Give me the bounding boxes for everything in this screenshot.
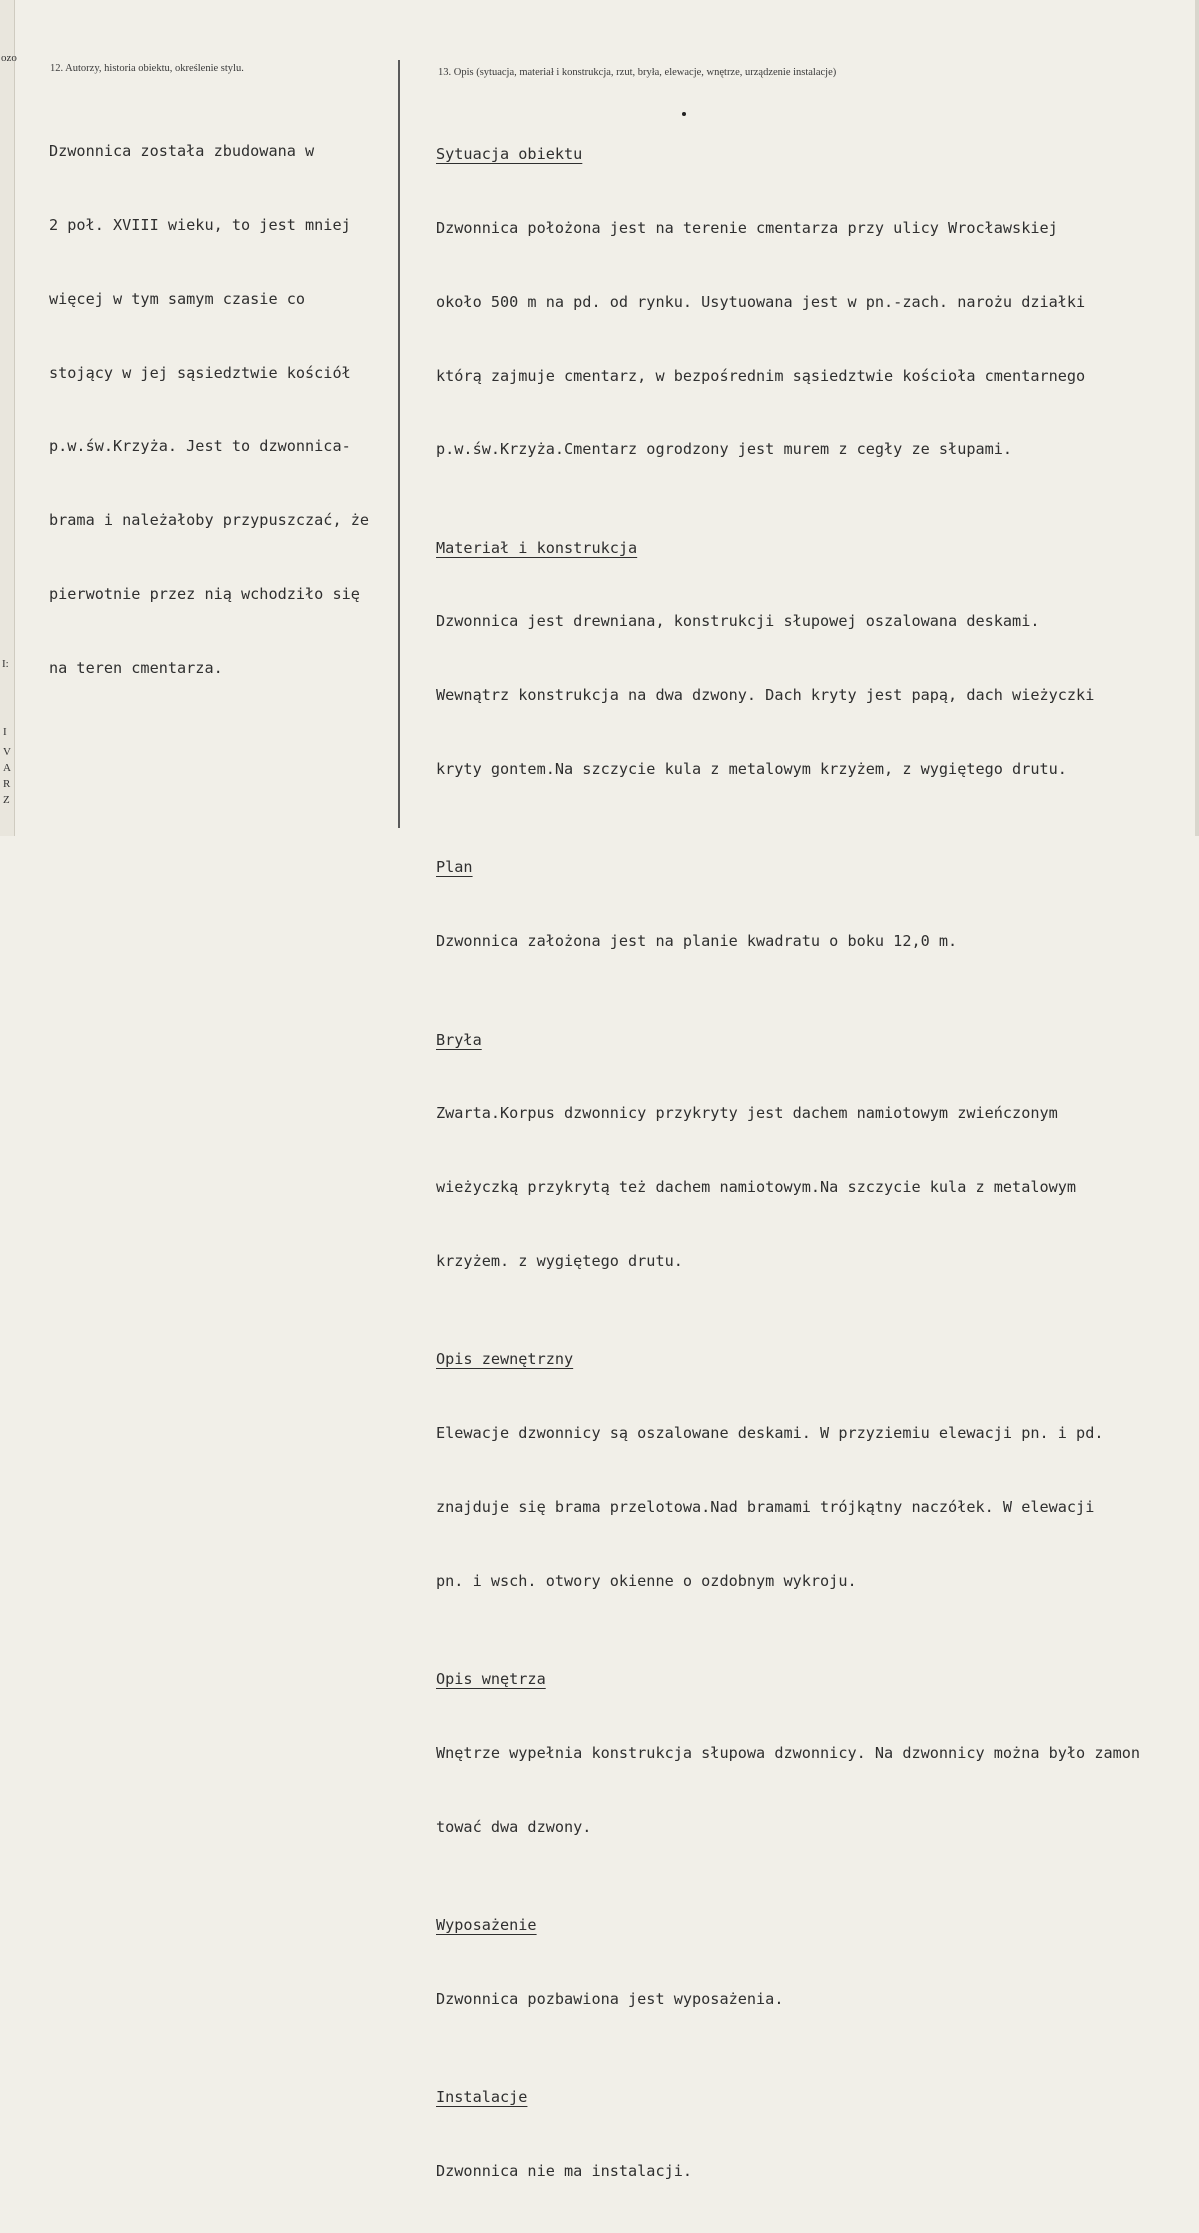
left-column-heading: 12. Autorzy, historia obiektu, określenie stylu. [50,63,244,74]
text-line: Dzwonnica nie ma instalacji. [436,2161,693,2180]
right-column-text [436,93,1140,2233]
text-line: 2 poł. XVIII wieku, to jest mniej [49,215,351,234]
text-line: wieżyczką przykrytą też dachem namiotowym.Na szczycie kula z metalowym [436,1178,1077,1197]
text-line: pn. i wsch. otwory okienne o ozdobnym wykroju. [436,1571,857,1590]
text-line: znajduje się brama przelotowa.Nad bramami trójkątny naczółek. W elewacji [436,1497,1095,1516]
section-title-bryla: Bryła [436,1030,482,1049]
edge-mark: I [3,726,7,738]
edge-mark: A [3,762,11,774]
text-line: Dzwonnica położona jest na terenie cmentarza przy ulicy Wrocławskiej [436,218,1058,237]
text-line: Wnętrze wypełnia konstrukcja słupowa dzwonnicy. Na dzwonnicy można było zamon [436,1743,1141,1762]
text-line: na teren cmentarza. [49,658,223,677]
text-line: Elewacje dzwonnicy są oszalowane deskami. W przyziemiu elewacji pn. i pd. [436,1424,1104,1443]
section-title-instalacje: Instalacje [436,2088,528,2107]
edge-mark-ozo: ozo [1,52,17,64]
text-line: Wewnątrz konstrukcja na dwa dzwony. Dach kryty jest papą, dach wieżyczki [436,686,1095,705]
section-title-opis-zewnetrzny: Opis zewnętrzny [436,1350,574,1369]
text-line: krzyżem. z wygiętego drutu. [436,1251,683,1270]
column-divider [398,60,400,828]
section-title-material: Materiał i konstrukcja [436,538,638,557]
text-line: około 500 m na pd. od rynku. Usytuowana jest w pn.-zach. narożu działki [436,292,1086,311]
text-line: Dzwonnica jest drewniana, konstrukcji słupowej oszalowana deskami. [436,612,1040,631]
text-line: pierwotnie przez nią wchodziło się [49,584,360,603]
text-line: p.w.św.Krzyża. Jest to dzwonnica- [49,437,351,456]
left-column-text [49,90,369,729]
text-line: Dzwonnica pozbawiona jest wyposażenia. [436,1989,784,2008]
text-line: stojący w jej sąsiedztwie kościół [49,363,351,382]
section-title-opis-wnetrza: Opis wnętrza [436,1670,546,1688]
edge-mark: Z [3,794,10,806]
section-title-plan: Plan [436,858,473,877]
section-title-wyposazenie: Wyposażenie [436,1915,537,1934]
right-column-heading: 13. Opis (sytuacja, materiał i konstrukcja, rzut, bryła, elewacje, wnętrze, urządzenie instalacje) [438,67,837,78]
text-line: kryty gontem.Na szczycie kula z metalowym krzyżem, z wygiętego drutu. [436,760,1067,779]
section-title-sytuacja: Sytuacja obiektu [436,145,583,164]
text-line: Zwarta.Korpus dzwonnicy przykryty jest dachem namiotowym zwieńczonym [436,1104,1058,1123]
edge-mark: R [3,778,11,790]
text-line: p.w.św.Krzyża.Cmentarz ogrodzony jest murem z cegły ze słupami. [436,440,1013,459]
text-line: brama i należałoby przypuszczać, że [49,511,370,530]
left-page-edge [0,0,15,836]
edge-mark: V [3,746,11,758]
right-page-edge [1195,0,1199,836]
text-line: Dzwonnica została zbudowana w [49,142,315,161]
edge-mark: I: [2,658,9,670]
text-line: którą zajmuje cmentarz, w bezpośrednim sąsiedztwie kościoła cmentarnego [436,366,1086,385]
text-line: więcej w tym samym czasie co [49,289,306,308]
text-line: Dzwonnica założona jest na planie kwadratu o boku 12,0 m. [436,932,958,951]
text-line: tować dwa dzwony. [436,1817,592,1836]
